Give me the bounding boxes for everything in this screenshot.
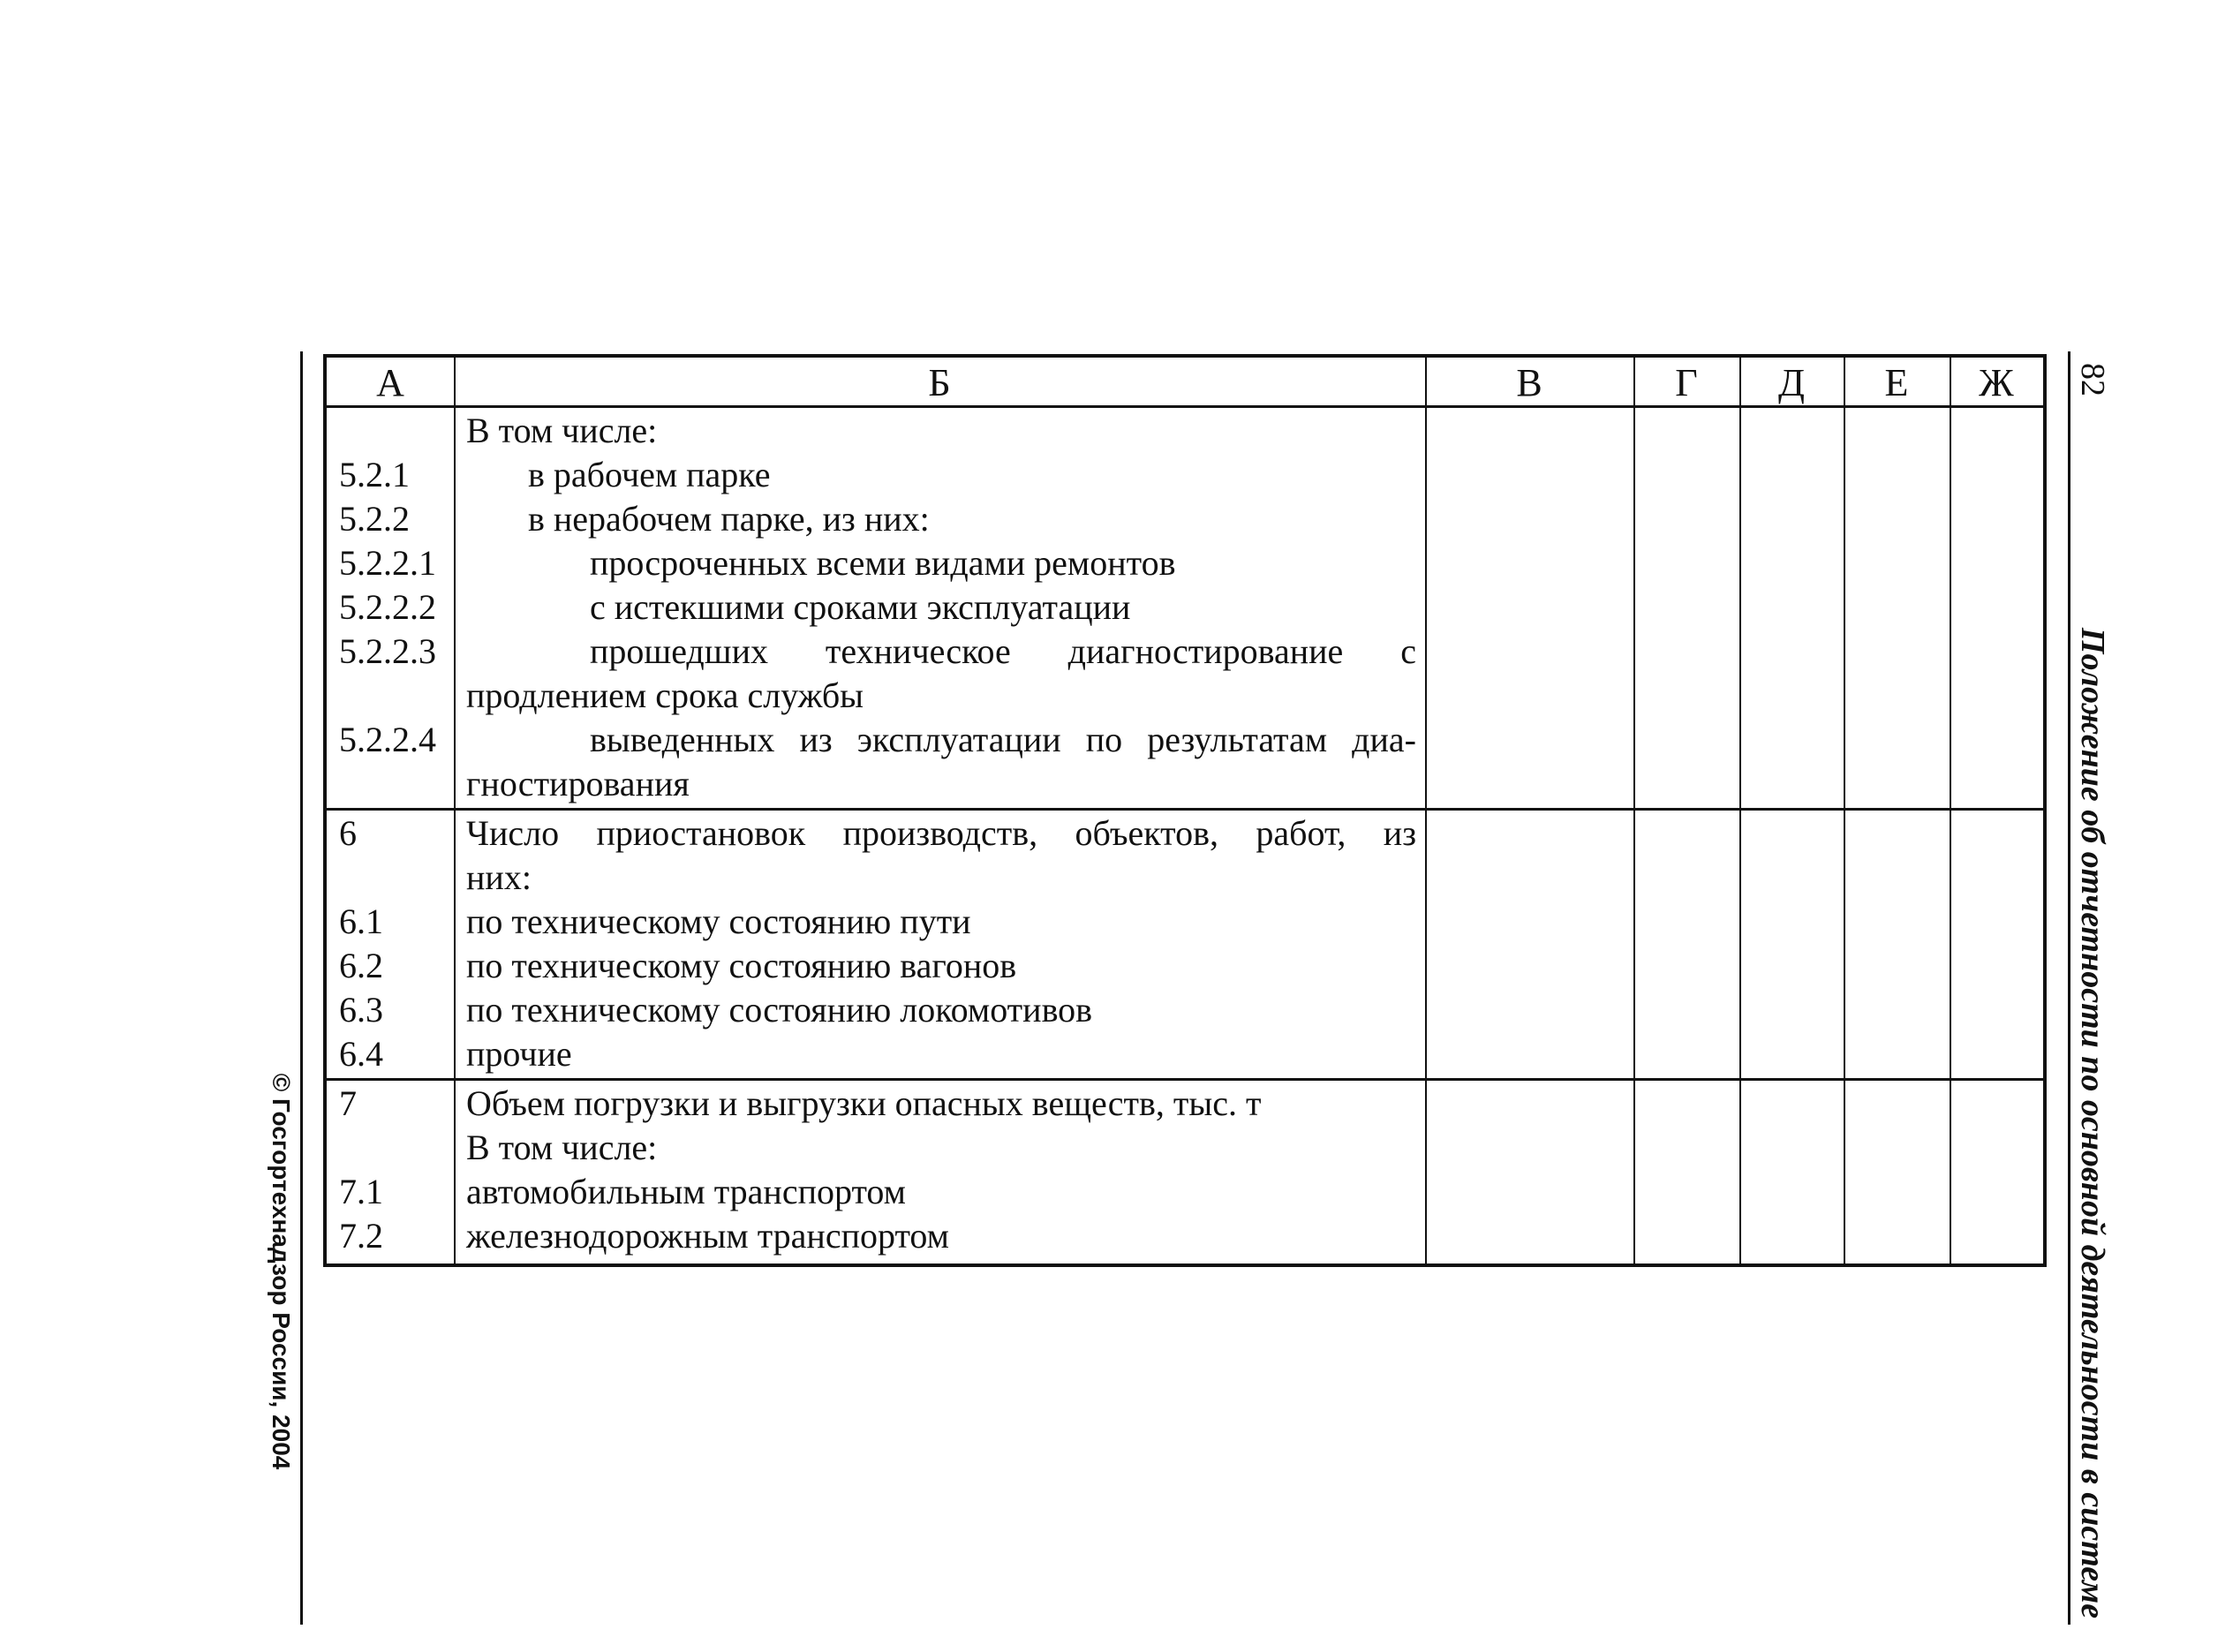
item-number: 7.2	[339, 1216, 383, 1256]
item-number: 5.2.2.1	[339, 543, 436, 583]
item-number: 6.4	[339, 1034, 383, 1074]
column-divider	[454, 358, 456, 1264]
item-description: Объем погрузки и выгрузки опасных веществ, тыс. т	[466, 1083, 1262, 1123]
item-description: автомобильным транспортом	[466, 1172, 906, 1211]
item-number: 7	[339, 1083, 357, 1123]
item-description: В том числе:	[466, 411, 658, 450]
header-col-b: Б	[928, 360, 951, 404]
column-divider	[1844, 358, 1845, 1264]
item-number: 5.2.1	[339, 455, 410, 494]
page-number: 82	[2074, 363, 2111, 396]
header-col-zh: Ж	[1979, 360, 2014, 404]
copyright-note: © Госгортехнадзор России, 2004	[268, 1073, 295, 1470]
item-number: 6.2	[339, 946, 383, 985]
item-description: прошедших техническое диагностирование с	[590, 631, 1416, 671]
item-description: просроченных всеми видами ремонтов	[590, 543, 1176, 583]
item-description: прочие	[466, 1034, 572, 1074]
running-title: Положение об отчетности по основной деятельности в системе	[2074, 627, 2111, 1619]
header-col-v: В	[1516, 360, 1542, 404]
header-col-a: А	[376, 360, 404, 404]
item-number: 6	[339, 813, 357, 853]
report-table	[323, 354, 2047, 1267]
column-divider	[1950, 358, 1951, 1264]
section-divider	[327, 1078, 2043, 1081]
item-description: с истекшими сроками эксплуатации	[590, 587, 1131, 627]
item-number: 5.2.2.3	[339, 631, 436, 671]
section-divider	[327, 808, 2043, 811]
left-margin-rule	[300, 351, 303, 1625]
item-number: 7.1	[339, 1172, 383, 1211]
column-divider	[1425, 358, 1427, 1264]
header-col-d: Д	[1777, 360, 1805, 404]
item-description: в рабочем парке	[528, 455, 771, 494]
right-margin-rule	[2068, 351, 2070, 1625]
column-divider	[1633, 358, 1635, 1264]
item-number: 5.2.2.2	[339, 587, 436, 627]
item-number: 6.3	[339, 990, 383, 1030]
item-number: 5.2.2	[339, 499, 410, 539]
item-description: выведенных из эксплуатации по результатам диа-	[590, 720, 1416, 759]
item-description: в нерабочем парке, из них:	[528, 499, 930, 539]
item-description: по техническому состоянию локомотивов	[466, 990, 1093, 1030]
item-number: 6.1	[339, 901, 383, 941]
item-description: В том числе:	[466, 1128, 658, 1167]
item-number: 5.2.2.4	[339, 720, 436, 759]
item-description: них:	[466, 857, 532, 897]
item-description: по техническому состоянию вагонов	[466, 946, 1017, 985]
item-description: железнодорожным транспортом	[466, 1216, 949, 1256]
item-description: продлением срока службы	[466, 675, 864, 715]
item-description: гностирования	[466, 764, 690, 803]
header-col-e: Е	[1884, 360, 1909, 404]
column-divider	[1739, 358, 1741, 1264]
item-description: по техническому состоянию пути	[466, 901, 971, 941]
item-description: Число приостановок производств, объектов, работ, из	[466, 813, 1416, 853]
header-col-g: Г	[1675, 360, 1698, 404]
